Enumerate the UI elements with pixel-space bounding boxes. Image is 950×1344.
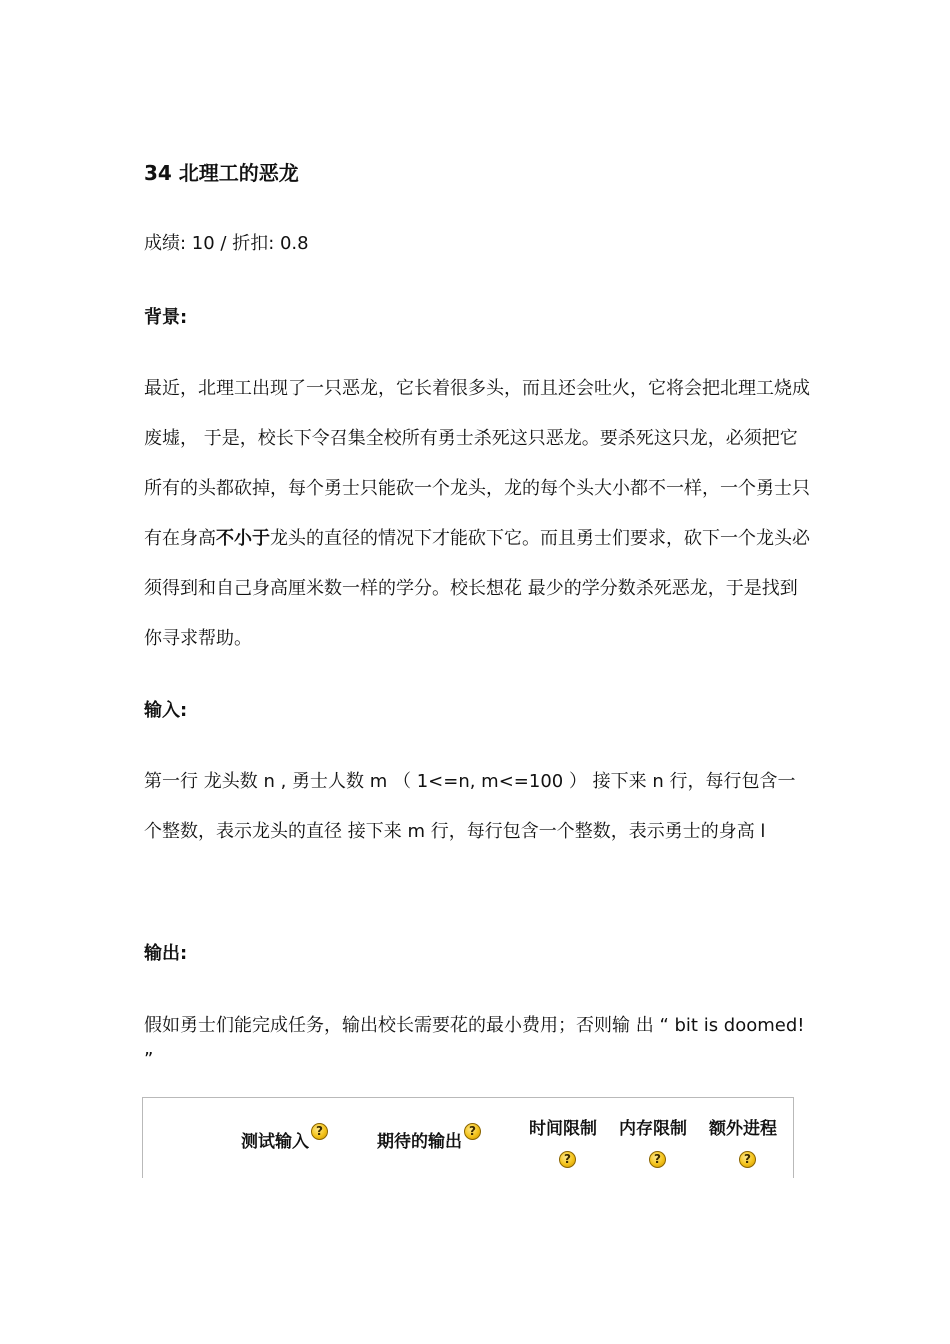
background-text-2: 龙头的直径的情况下才能砍下它。而且勇士们要求，砍下一个龙头必须得到和自己身高厘米数一样的学分。校长想花 最少的学分数杀死恶龙，于是找到你寻求帮助。 — [144, 528, 810, 649]
help-icon[interactable]: ? — [649, 1151, 666, 1168]
problem-title: 34 北理工的恶龙 — [144, 161, 299, 185]
col-extra-process: 额外进程 — [709, 1119, 777, 1139]
output-heading: 输出: — [144, 943, 188, 964]
background-heading: 背景: — [144, 307, 188, 328]
help-icon[interactable]: ? — [559, 1151, 576, 1168]
score-line: 成绩: 10 / 折扣: 0.8 — [144, 233, 309, 254]
col-time-limit: 时间限制 — [529, 1119, 597, 1139]
col-expected-output — [377, 1124, 481, 1152]
output-paragraph: 假如勇士们能完成任务，输出校长需要花的最小费用；否则输 出 “ bit is doomed! ” — [144, 1015, 805, 1070]
help-icon[interactable]: ? — [464, 1123, 481, 1140]
background-bold-text: 不小于 — [216, 528, 270, 549]
testcase-table-header — [142, 1097, 794, 1178]
col-memory-limit: 内存限制 — [619, 1119, 687, 1139]
col-test-input — [241, 1124, 328, 1152]
help-icon[interactable]: ? — [311, 1123, 328, 1140]
col-expected-output-label: 期待的输出 — [377, 1132, 462, 1152]
background-paragraph — [144, 364, 812, 664]
background-text-1: 最近，北理工出现了一只恶龙，它长着很多头，而且还会吐火，它将会把北理工烧成废墟， 于是，校长下令召集全校所有勇士杀死这只恶龙。要杀死这只龙，必须把它所有的头都砍掉，每个勇士只能砍一个龙头，龙的每个头大小都不一样，一个勇士只有在身高 — [144, 378, 810, 549]
input-paragraph: 第一行 龙头数 n , 勇士人数 m （ 1<=n, m<=100 ） 接下来 n 行，每行包含一个整数，表示龙头的直径 接下来 m 行，每行包含一个整数，表示勇士的身高 l — [144, 771, 796, 842]
col-test-input-label: 测试输入 — [241, 1132, 309, 1152]
help-icon[interactable]: ? — [739, 1151, 756, 1168]
input-heading: 输入: — [144, 700, 188, 721]
